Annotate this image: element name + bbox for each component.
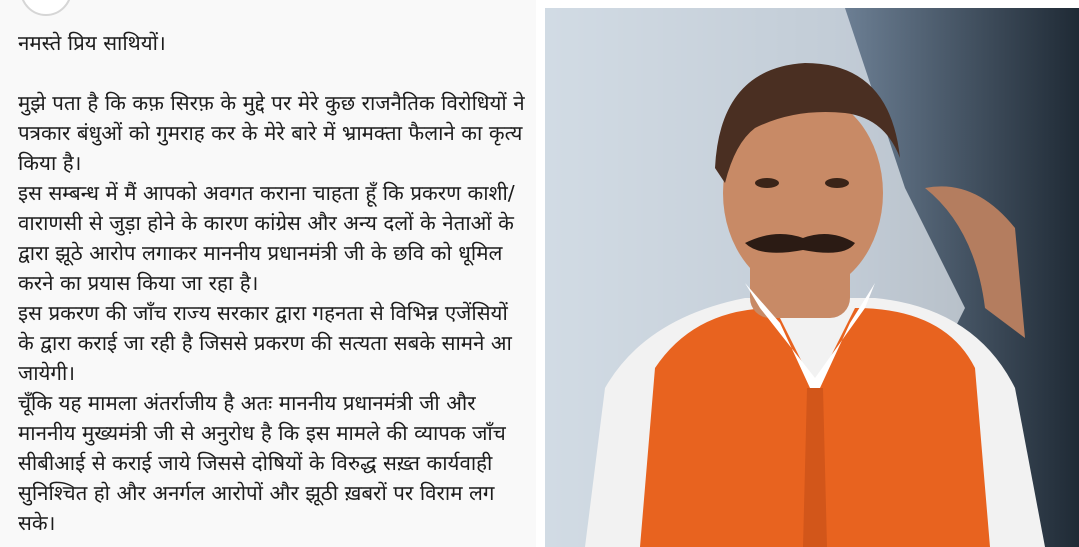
post-body (18, 28, 530, 538)
avatar[interactable] (20, 0, 72, 16)
post-paragraph: इस प्रकरण की जाँच राज्य सरकार द्वारा गहनता से विभिन्न एजेंसियों के द्वारा कराई जा रही है जिससे प्रकरण की सत्यता सबके सामने आ जायेगी। (18, 301, 512, 385)
post-timestamp[interactable] (84, 0, 109, 1)
post-header (0, 0, 536, 16)
person-photo (545, 8, 1079, 547)
post-paragraph: मुझे पता है कि कफ़ सिरफ़ के मुद्दे पर मेरे कुछ राजनैतिक विरोधियों ने पत्रकार बंधुओं को गुमराह कर के मेरे बारे में भ्रामक्ता फैलाने का कृत्य किया है। (18, 91, 525, 175)
left-eye (755, 178, 779, 188)
post-paragraph: चूँकि यह मामला अंतर्राजीय है अतः माननीय प्रधानमंत्री जी और माननीय मुख्यमंत्री जी से अनुरोध है कि इस मामले की व्यापक जाँच सीबीआई से कराई जाये जिससे दोषियों के विरुद्ध सख़्त कार्यवाही सुनिश्चित हो और अनर्गल आरोपों और झूठी ख़बरों पर विराम लग सके। (18, 391, 506, 535)
post-text-panel (0, 0, 536, 547)
right-eye (825, 178, 849, 188)
photo-panel (545, 8, 1079, 547)
post-paragraph: इस सम्बन्ध में मैं आपको अवगत कराना चाहता हूँ कि प्रकरण काशी/वाराणसी से जुड़ा होने के कारण कांग्रेस और अन्य दलों के नेताओं के द्वारा झूठे आरोप लगाकर माननीय प्रधानमंत्री जी के छवि को धूमिल करने का प्रयास किया जा रहा है। (18, 181, 515, 295)
post-greeting: नमस्ते प्रिय साथियों। (18, 31, 166, 55)
vest-placket (803, 388, 827, 547)
